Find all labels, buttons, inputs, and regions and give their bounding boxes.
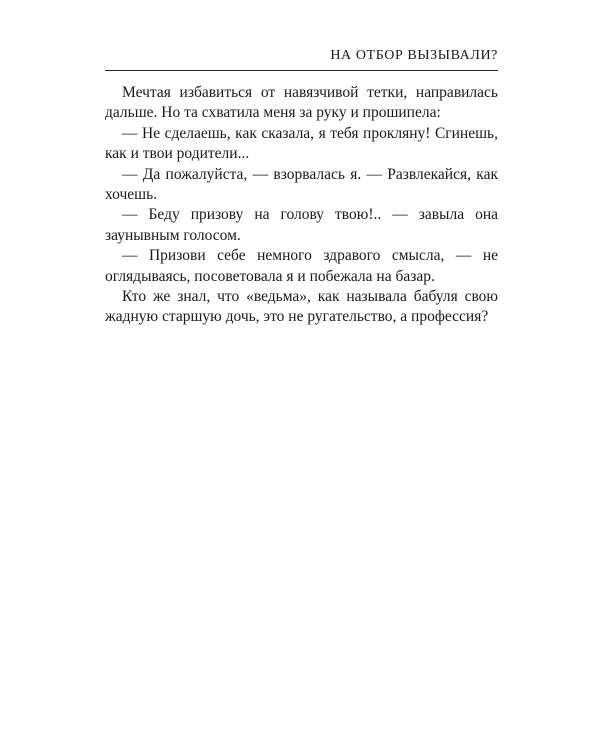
paragraph: — Призови себе немного здравого смысла, — не оглядываясь, посоветовала я и побежала на базар. [105, 247, 498, 285]
running-header [105, 46, 498, 71]
paragraph: — Беду призову на голову твою!.. — завыла она заунывным голосом. [105, 206, 498, 244]
paragraph: — Да пожалуйста, — взорвалась я. — Развлекайся, как хочешь. [105, 165, 498, 204]
running-title: НА ОТБОР ВЫЗЫВАЛИ? [330, 48, 498, 63]
paragraph: Мечтая избавиться от навязчивой тетки, направилась дальше. Но та схватила меня за руку и прошипела: [105, 84, 498, 122]
paragraph: Кто же знал, что «ведьма», как называла бабуля свою жадную старшую дочь, это не ругательство, а профессия? [105, 288, 498, 326]
paragraph: — Не сделаешь, как сказала, я тебя прокляну! Сгинешь, как и твои родители... [105, 124, 498, 163]
main-text [105, 83, 498, 328]
